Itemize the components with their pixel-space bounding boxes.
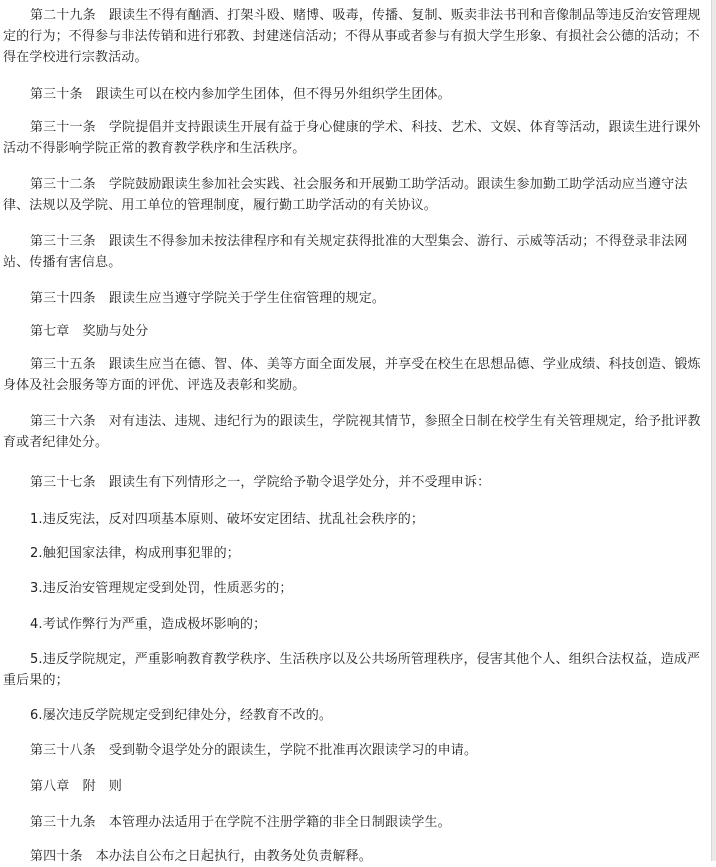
article-37: 第三十七条 跟读生有下列情形之一，学院给予勒令退学处分，并不受理申诉：	[30, 475, 491, 490]
article-37-item-5: 5.违反学院规定，严重影响教育教学秩序、生活秩序以及公共场所管理秩序，侵害其他个人、组织合法权益，造成严重后果的；	[3, 652, 701, 688]
article-30: 第三十条 跟读生可以在校内参加学生团体，但不得另外组织学生团体。	[30, 87, 451, 102]
article-35: 第三十五条 跟读生应当在德、智、体、美等方面全面发展，并享受在校生在思想品德、学业成绩、科技创造、锻炼身体及社会服务等方面的评优、评选及表彰和奖励。	[3, 357, 701, 393]
article-39: 第三十九条 本管理办法适用于在学院不注册学籍的非全日制跟读学生。	[30, 815, 451, 830]
chapter-8-heading: 第八章 附 则	[30, 779, 123, 794]
article-37-item-6: 6.屡次违反学院规定受到纪律处分，经教育不改的。	[30, 708, 333, 723]
article-33: 第三十三条 跟读生不得参加未按法律程序和有关规定获得批准的大型集会、游行、示威等活动；不得登录非法网站、传播有害信息。	[3, 234, 688, 270]
article-32: 第三十二条 学院鼓励跟读生参加社会实践、社会服务和开展勤工助学活动。跟读生参加勤工助学活动应当遵守法律、法规以及学院、用工单位的管理制度，履行勤工助学活动的有关协议。	[3, 177, 688, 213]
right-edge-divider	[711, 0, 716, 861]
article-36: 第三十六条 对有违法、违规、违纪行为的跟读生，学院视其情节，参照全日制在校学生有关管理规定，给予批评教育或者纪律处分。	[3, 414, 701, 450]
article-37-item-1: 1.违反宪法，反对四项基本原则、破坏安定团结、扰乱社会秩序的；	[30, 512, 425, 527]
article-29: 第二十九条 跟读生不得有酗酒、打架斗殴、赌博、吸毒，传播、复制、贩卖非法书刊和音像制品等违反治安管理规定的行为；不得参与非法传销和进行邪教、封建迷信活动；不得从事或者参与有损大学生形象、有损社会公德的活动；不得在学校进行宗教活动。	[3, 8, 701, 65]
article-37-item-4: 4.考试作弊行为严重，造成极坏影响的；	[30, 617, 267, 632]
article-40: 第四十条 本办法自公布之日起执行，由教务处负责解释。	[30, 849, 372, 864]
article-31: 第三十一条 学院提倡并支持跟读生开展有益于身心健康的学术、科技、艺术、文娱、体育等活动，跟读生进行课外活动不得影响学院正常的教育教学秩序和生活秩序。	[3, 120, 701, 156]
article-37-item-2: 2.触犯国家法律，构成刑事犯罪的；	[30, 546, 240, 561]
article-38: 第三十八条 受到勒令退学处分的跟读生，学院不批准再次跟读学习的申请。	[30, 743, 478, 758]
article-37-item-3: 3.违反治安管理规定受到处罚，性质恶劣的；	[30, 581, 293, 596]
chapter-7-heading: 第七章 奖励与处分	[30, 324, 149, 339]
article-34: 第三十四条 跟读生应当遵守学院关于学生住宿管理的规定。	[30, 291, 386, 306]
